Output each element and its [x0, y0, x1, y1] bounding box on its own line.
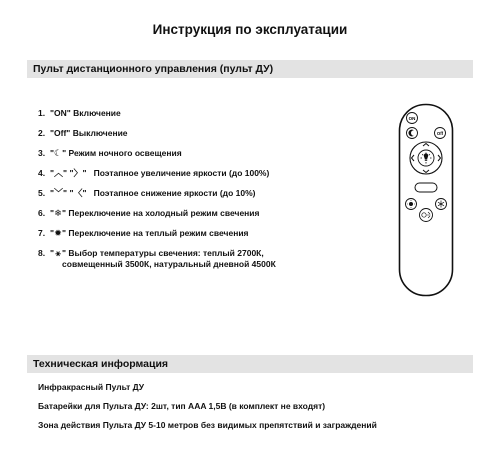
item-text: " Переключение на холодный режим свечения [62, 208, 260, 218]
item-text: " Поэтапное увеличение яркости (до 100%) [82, 168, 270, 178]
quote-mark: " [50, 208, 55, 218]
temperature-icon: ⚹ [55, 248, 61, 258]
item-text: " Выбор температуры свечения: теплый 2700К, совмещенный 3500К, натуральный дневной 4500К [62, 248, 276, 269]
list-item [38, 228, 368, 239]
cold-light-button-icon [436, 199, 447, 210]
off-button-icon [435, 128, 446, 139]
tech-info [38, 382, 377, 439]
list-item [38, 248, 368, 270]
item-text: " Переключение на теплый режим свечения [62, 228, 249, 238]
item-number: 8. [38, 248, 46, 258]
list-item [38, 108, 368, 119]
list-item [38, 148, 368, 159]
dpad-icon [410, 142, 442, 174]
chevron-down-icon: ﹀ [54, 188, 64, 198]
mode-button-icon [415, 183, 437, 192]
item-text: "Off" Выключение [50, 128, 128, 138]
instruction-list [38, 108, 368, 270]
tech-line: Зона действия Пульта ДУ 5-10 метров без видимых препятствий и заграждений [38, 420, 377, 430]
quote-mark: " [50, 188, 55, 198]
moon-button-icon [407, 128, 418, 139]
list-item [38, 188, 368, 199]
page-title: Инструкция по эксплуатации [152, 22, 348, 37]
warm-light-button-icon [406, 199, 417, 210]
quote-mark: " [50, 228, 55, 238]
temperature-button-icon [420, 209, 433, 222]
tech-line: Батарейки для Пульта ДУ: 2шт, тип AAA 1,5В (в комплект не входят) [38, 401, 326, 411]
quote-mark: " [50, 148, 55, 158]
chevron-right-icon: 〉 [73, 168, 83, 178]
remote-control-illustration [398, 103, 454, 297]
quote-mark: " [50, 168, 55, 178]
item-number: 7. [38, 228, 46, 238]
item-number: 4. [38, 168, 46, 178]
tech-line: Инфракрасный Пульт ДУ [38, 382, 145, 392]
chevron-left-icon: 〈 [73, 188, 83, 198]
svg-text:ON: ON [408, 116, 416, 121]
list-item [38, 168, 368, 179]
item-number: 5. [38, 188, 46, 198]
moon-icon: ☾ [54, 148, 63, 158]
svg-text:Off: Off [436, 131, 444, 136]
item-number: 3. [38, 148, 46, 158]
item-number: 1. [38, 108, 46, 118]
quote-mark: " [50, 248, 55, 258]
quote-mark: " " [63, 188, 74, 198]
item-text: " Поэтапное снижение яркости (до 10%) [82, 188, 256, 198]
section-header-tech: Техническая информация [27, 355, 473, 373]
chevron-up-icon: ︿ [54, 168, 64, 178]
quote-mark: " " [63, 168, 74, 178]
item-text: "ON" Включение [50, 108, 121, 118]
on-button-icon [407, 113, 418, 124]
list-item [38, 208, 368, 219]
list-item [38, 128, 368, 139]
item-number: 6. [38, 208, 46, 218]
snowflake-icon: ❄ [54, 208, 62, 218]
section-header-remote: Пульт дистанционного управления (пульт ДУ) [27, 60, 473, 78]
item-number: 2. [38, 128, 46, 138]
sun-icon: ✹ [54, 228, 62, 238]
item-text: " Режим ночного освещения [62, 148, 182, 158]
